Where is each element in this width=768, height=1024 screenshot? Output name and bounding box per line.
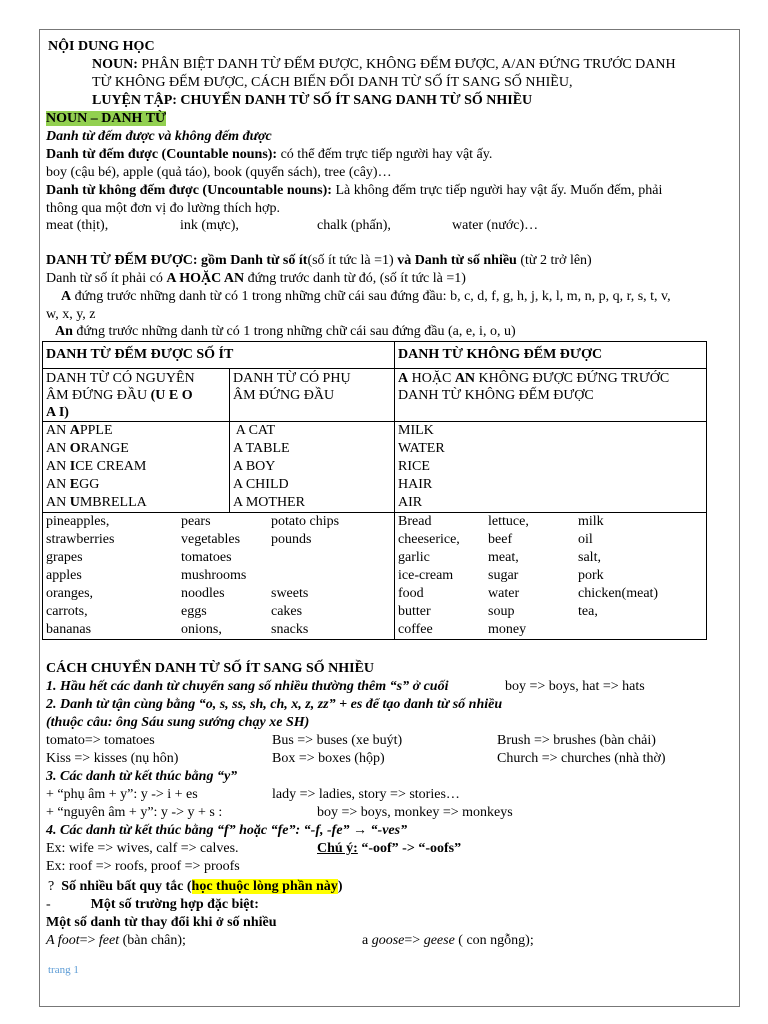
rule-2-example: tomato=> tomatoes — [46, 733, 155, 748]
word: water — [488, 586, 520, 601]
word: cheeserice, — [398, 532, 460, 547]
word: butter — [398, 604, 431, 619]
a-rule-line-2: w, x, y, z — [46, 307, 96, 322]
plural-section-title: CÁCH CHUYỂN DANH TỪ SỐ ÍT SANG SỐ NHIỀU — [46, 661, 375, 676]
list-item: MILK — [398, 423, 434, 438]
rule-1: 1. Hầu hết các danh từ chuyển sang số nhiều thường thêm “s” ở cuối — [46, 679, 449, 694]
irregular-plural-heading: ? Số nhiều bất quy tắc (học thuộc lòng phần này) — [48, 879, 343, 894]
list-item: WATER — [398, 441, 445, 456]
section-title-noun: NOUN – DANH TỪ — [46, 111, 167, 126]
word: pineapples, — [46, 514, 110, 529]
word: food — [398, 586, 424, 601]
an-rule-line: An đứng trước những danh từ có 1 trong những chữ cái sau đứng đầu (a, e, i, o, u) — [55, 324, 516, 339]
word: strawberries — [46, 532, 115, 547]
rule-3-consonant-example: lady => ladies, story => stories… — [272, 787, 460, 802]
list-item: AIR — [398, 495, 423, 510]
word: pears — [181, 514, 211, 529]
rule-2-example: Brush => brushes (bàn chải) — [497, 733, 656, 748]
word: potato chips — [271, 514, 340, 529]
word: bananas — [46, 622, 92, 637]
word: lettuce, — [488, 514, 529, 529]
word: money — [488, 622, 527, 637]
list-item: A CHILD — [233, 477, 289, 492]
rule-2-example: Church => churches (nhà thờ) — [497, 751, 666, 766]
subheader-uncountable-rule: A HOẶC AN KHÔNG ĐƯỢC ĐỨNG TRƯỚC DANH TỪ KHÔNG ĐẾM ĐƯỢC — [395, 369, 707, 422]
plural-words-cell — [43, 513, 395, 640]
word: grapes — [46, 550, 83, 565]
countable-nouns-line: DANH TỪ ĐẾM ĐƯỢC: gồm Danh từ số ít(số ít tức là =1) và Danh từ số nhiều (từ 2 trở lên) — [46, 253, 592, 268]
word: sugar — [488, 568, 519, 583]
an-examples-cell — [43, 422, 230, 513]
special-cases-heading: - Một số trường hợp đặc biệt: — [46, 897, 259, 912]
word: apples — [46, 568, 82, 583]
word: oil — [578, 532, 593, 547]
word: milk — [578, 514, 604, 529]
word: Bread — [398, 514, 432, 529]
word: meat, — [488, 550, 519, 565]
rule-4-example: Ex: wife => wives, calf => calves. — [46, 841, 239, 856]
word: coffee — [398, 622, 433, 637]
list-item: A CAT — [233, 423, 276, 438]
a-rule-line: A đứng trước những danh từ có 1 trong những chữ cái sau đứng đầu: b, c, d, f, g, h, j, k, l, m, n, p, q, r, s, t, v, — [61, 289, 671, 304]
page-title: NỘI DUNG HỌC — [48, 39, 155, 54]
list-item: RICE — [398, 459, 430, 474]
countable-examples: boy (cậu bé), apple (quả táo), book (quyển sách), tree (cây)… — [46, 165, 392, 180]
word: noodles — [181, 586, 225, 601]
uncountable-definition: Danh từ không đếm được (Uncountable nouns): Là không đếm trực tiếp người hay vật ấy. Muốn đếm, phải — [46, 183, 663, 198]
singular-article-line: Danh từ số ít phải có A HOẶC AN đứng trước danh từ đó, (số ít tức là =1) — [46, 271, 466, 286]
word: mushrooms — [181, 568, 247, 583]
uncountable-examples-cell — [395, 422, 707, 513]
header-uncountable: DANH TỪ KHÔNG ĐẾM ĐƯỢC — [395, 342, 707, 369]
word: salt, — [578, 550, 601, 565]
word: carrots, — [46, 604, 88, 619]
rule-3: 3. Các danh từ kết thúc bằng “y” — [46, 769, 238, 784]
word: pounds — [271, 532, 312, 547]
list-item: AN APPLE — [46, 423, 113, 438]
word: snacks — [271, 622, 309, 637]
list-item: AN UMBRELLA — [46, 495, 147, 510]
word: vegetables — [181, 532, 241, 547]
list-item: AN ORANGE — [46, 441, 129, 456]
list-item: AN ICE CREAM — [46, 459, 147, 474]
page-number: trang 1 — [48, 964, 79, 976]
word: eggs — [181, 604, 207, 619]
uncountable-words-cell — [395, 513, 707, 640]
uncountable-example: water (nước)… — [452, 218, 539, 233]
word: beef — [488, 532, 513, 547]
rule-4: 4. Các danh từ kết thúc bằng “f” hoặc “fe”: “-f, -fe” → “-ves” — [46, 823, 408, 838]
practice-line: LUYỆN TẬP: CHUYỂN DANH TỪ SỐ ÍT SANG DANH TỪ SỐ NHIỀU — [92, 93, 533, 108]
word: pork — [578, 568, 604, 583]
header-countable-singular: DANH TỪ ĐẾM ĐƯỢC SỐ ÍT — [43, 342, 395, 369]
list-item: A TABLE — [233, 441, 290, 456]
nouns-table — [42, 341, 707, 640]
uncountable-example: meat (thịt), — [46, 218, 109, 233]
rule-2-example: Bus => buses (xe buýt) — [272, 733, 403, 748]
subheader-vowel: DANH TỪ CÓ NGUYÊN ÂM ĐỨNG ĐẦU (U E O A I) — [43, 369, 230, 422]
word: chicken(meat) — [578, 586, 659, 601]
word: oranges, — [46, 586, 94, 601]
rule-1-example: boy => boys, hat => hats — [505, 679, 645, 694]
noun-topic-line-2: TỪ KHÔNG ĐẾM ĐƯỢC, CÁCH BIẾN ĐỔI DANH TỪ SỐ ÍT SANG SỐ NHIỀU, — [92, 75, 573, 90]
uncountable-example: ink (mực), — [180, 218, 239, 233]
rule-3-consonant: + “phụ âm + y”: y -> i + es — [46, 787, 198, 802]
rule-2-example: Kiss => kisses (nụ hôn) — [46, 751, 179, 766]
list-item: HAIR — [398, 477, 433, 492]
countable-definition: Danh từ đếm được (Countable nouns): có thể đếm trực tiếp người hay vật ấy. — [46, 147, 493, 162]
subtitle-countable-uncountable: Danh từ đếm được và không đếm được — [46, 129, 272, 144]
word: cakes — [271, 604, 303, 619]
rule-4-example-2: Ex: roof => roofs, proof => proofs — [46, 859, 240, 874]
list-item: AN EGG — [46, 477, 100, 492]
a-examples-cell — [230, 422, 395, 513]
changing-nouns-heading: Một số danh từ thay đổi khi ở số nhiều — [46, 915, 277, 930]
word: tomatoes — [181, 550, 232, 565]
word: garlic — [398, 550, 430, 565]
rule-3-vowel: + “nguyên âm + y”: y -> y + s : — [46, 805, 223, 820]
uncountable-definition-2: thông qua một đơn vị đo lường thích hợp. — [46, 201, 280, 216]
rule-3-vowel-example: boy => boys, monkey => monkeys — [317, 805, 513, 820]
rule-4-note: Chú ý: “-oof” -> “-oofs” — [317, 841, 462, 856]
word: tea, — [578, 604, 598, 619]
example-foot: A foot=> feet (bàn chân); — [46, 933, 186, 948]
word: onions, — [181, 622, 222, 637]
rule-2: 2. Danh từ tận cùng bằng “o, s, ss, sh, ch, x, z, zz” + es để tạo danh từ số nhiều — [46, 697, 503, 712]
word: sweets — [271, 586, 309, 601]
noun-topic-line-1: NOUN: PHÂN BIỆT DANH TỪ ĐẾM ĐƯỢC, KHÔNG ĐẾM ĐƯỢC, A/AN ĐỨNG TRƯỚC DANH — [92, 57, 676, 72]
word: ice-cream — [398, 568, 454, 583]
subheader-consonant: DANH TỪ CÓ PHỤ ÂM ĐỨNG ĐẦU — [230, 369, 395, 422]
rule-2-note: (thuộc câu: ông Sáu sung sướng chạy xe SH) — [46, 715, 310, 730]
example-goose: a goose=> geese ( con ngỗng); — [362, 933, 534, 948]
uncountable-example: chalk (phấn), — [317, 218, 391, 233]
word: soup — [488, 604, 515, 619]
rule-2-example: Box => boxes (hộp) — [272, 751, 385, 766]
list-item: A BOY — [233, 459, 276, 474]
list-item: A MOTHER — [233, 495, 305, 510]
